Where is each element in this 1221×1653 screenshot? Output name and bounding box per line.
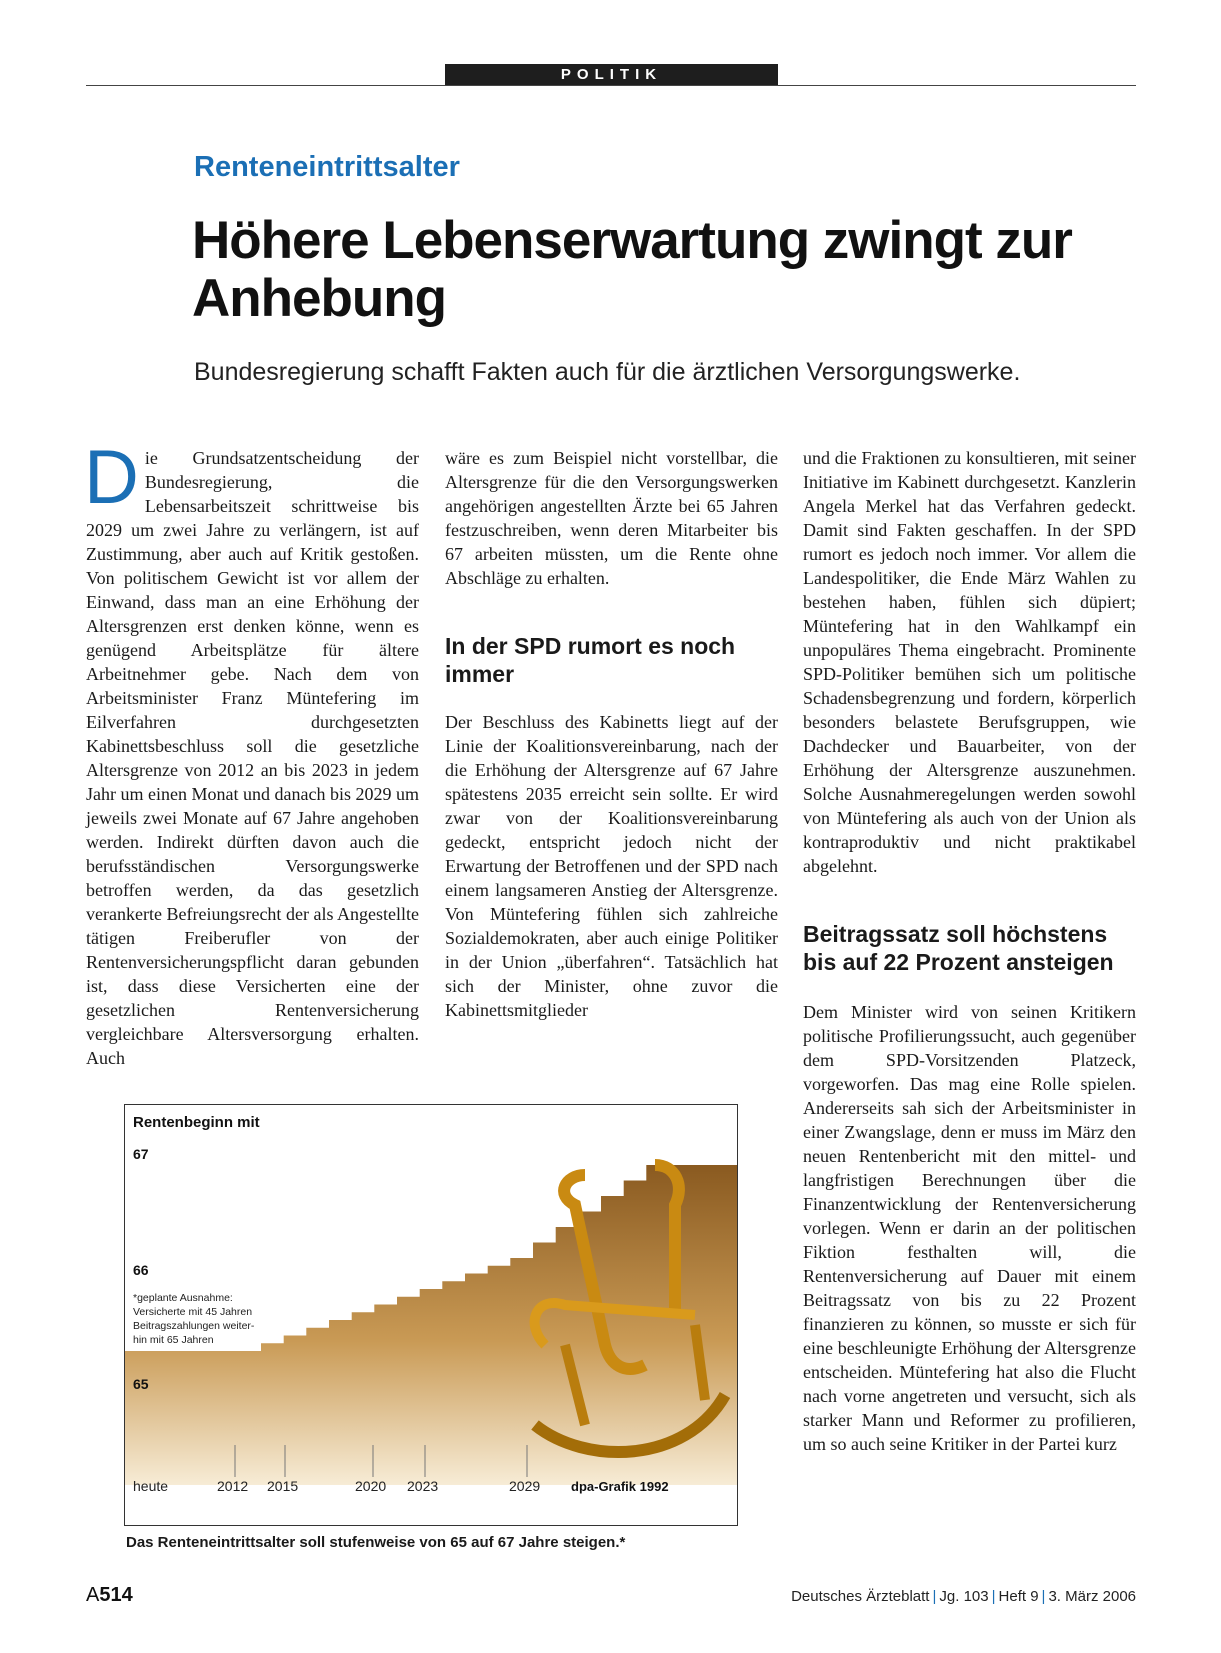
body-paragraph: wäre es zum Beispiel nicht vorstellbar, die Altersgrenze für die den Versorgungswerken angehörigen angestellten Ärzte bei 65 Jahren festzuschreiben, wenn deren Mitarbeiter bis 67 arbeiten müssten, um die Rente ohne Abschläge zu erhalten. <box>445 448 778 588</box>
x-tick-label: 2023 <box>407 1478 439 1494</box>
figure-chart <box>124 1104 738 1526</box>
journal-info <box>791 1588 1136 1605</box>
text-column-2 <box>445 446 778 1022</box>
chart-svg <box>125 1105 737 1525</box>
figure-caption: Das Renteneintrittsalter soll stufenweise von 65 auf 67 Jahre steigen.* <box>126 1534 626 1551</box>
text-column-3 <box>803 446 1136 1456</box>
body-paragraph: ie Grundsatzentscheidung der Bundesregierung, die Lebensarbeitszeit schrittweise bis 2029 um zwei Jahre zu verlängern, ist auf Zustimmung, aber auch auf Kritik gestoßen. Von politischem Gewicht ist vor allem der Einwand, dass man an eine Erhöhung der Altersgrenzen erst denken könne, wenn es genügend Arbeitsplätze für ältere Arbeitnehmer gebe. Nach dem von Arbeitsminister Franz Müntefering im Eilverfahren durchgesetzten Kabinettsbeschluss soll die gesetzliche Altersgrenze von 2012 an bis 2023 in jedem Jahr um einen Monat und danach bis 2029 um jeweils zwei Monate auf 67 Jahre angehoben werden. Indirekt dürften davon auch die berufsständischen Versorgungswerke betroffen werden, da das gesetzlich verankerte Befreiungsrecht der als Angestellte tätigen Freiberufler von der Rentenversicherungspflicht daran gebunden ist, dass diese Versicherten eine der gesetzlichen Rentenversicherung vergleichbare Altersversorgung erhalten. Auch <box>86 448 419 1068</box>
x-tick-label: 2029 <box>509 1478 541 1494</box>
separator: | <box>991 1588 996 1605</box>
page-number <box>86 1584 133 1607</box>
chart-note-line: hin mit 65 Jahren <box>133 1334 214 1346</box>
separator: | <box>932 1588 937 1605</box>
separator: | <box>1041 1588 1046 1605</box>
chart-title: Rentenbeginn mit <box>133 1114 260 1131</box>
x-tick-label: heute <box>133 1478 169 1494</box>
dropcap: D <box>84 435 139 520</box>
page-number-value: 514 <box>99 1584 133 1606</box>
body-paragraph: und die Fraktionen zu konsultieren, mit seiner Initiative im Kabinett durchgesetzt. Kanzlerin Angela Merkel hat das Verfahren gedeckt. Damit sind Fakten geschaffen. In der SPD rumort es jedoch noch immer. Vor allem die Landespolitiker, die Ende März Wahlen zu bestehen haben, fühlen sich düpiert; Müntefering hat in den Wahlkampf ein unpopuläres Thema eingebracht. Prominente SPD-Politiker bemühen sich um politische Schadensbegrenzung und fordern, körperlich besonders belastete Berufsgruppen, wie Dachdecker und Bauarbeiter, von der Erhöhung der Altersgrenze auszunehmen. Solche Ausnahmeregelungen werden sowohl von Müntefering als auch von der Union als kontraproduktiv und nicht praktikabel abgelehnt. <box>803 448 1136 876</box>
y-tick-label: 66 <box>133 1262 149 1278</box>
journal-issue: Heft 9 <box>998 1588 1039 1605</box>
page-prefix: A <box>86 1584 100 1606</box>
section-tag: POLITIK <box>445 64 778 85</box>
body-paragraph: Der Beschluss des Kabinetts liegt auf der Linie der Koalitionsvereinbarung, nach der die Erhöhung der Altersgrenze auf 67 Jahre spätestens 2035 erreicht sein sollte. Er wird zwar von der Koalitionsvereinbarung gedeckt, entspricht jedoch nicht der Erwartung der Betroffenen und der SPD nach einem langsameren Anstieg der Altersgrenze. Von Müntefering fühlen sich zahlreiche Sozialdemokraten, aber auch einige Politiker in der Union „überfahren“. Tatsächlich hat sich der Minister, ohne zuvor die Kabinettsmitglieder <box>445 712 778 1020</box>
x-tick-label: 2012 <box>217 1478 249 1494</box>
y-tick-label: 67 <box>133 1146 149 1162</box>
article-kicker: Renteneintrittsalter <box>194 151 460 183</box>
text-column-1 <box>84 435 419 1070</box>
chart-note-line: *geplante Ausnahme: <box>133 1292 233 1304</box>
x-tick-label: 2015 <box>267 1478 299 1494</box>
subheading: In der SPD rumort es noch immer <box>445 633 736 687</box>
chart-note-line: Versicherte mit 45 Jahren <box>133 1306 253 1318</box>
journal-date: 3. März 2006 <box>1048 1588 1136 1605</box>
subheading: Beitragssatz soll höchstens bis auf 22 Prozent ansteigen <box>803 921 1114 975</box>
x-tick-label: 2020 <box>355 1478 387 1494</box>
body-paragraph: Dem Minister wird von seinen Kritikern politische Profilierungssucht, auch gegenüber dem SPD-Vorsitzenden Platzeck, vorgeworfen. Das mag eine Rolle spielen. Andererseits sah sich der Arbeitsminister in einer Zwangslage, denn er muss im März den neuen Rentenbericht mit den mittel- und langfristigen Berechnungen über die Finanzentwicklung der Rentenversicherung vorlegen. Wenn er darin an der politischen Fiktion festhalten will, die Rentenversicherung auf Dauer mit einem Beitragssatz von bis zu 22 Prozent finanzieren zu können, so musste er sich für eine beschleunigte Erhöhung der Altersgrenze entscheiden. Müntefering hat also die Flucht nach vorne angetreten und versucht, sich als starker Mann und Reformer zu profilieren, um so auch seine Kritiker in der Partei kurz <box>803 1002 1136 1454</box>
chart-credit: dpa-Grafik 1992 <box>571 1479 669 1494</box>
section-rule <box>86 85 1136 86</box>
journal-name: Deutsches Ärzteblatt <box>791 1588 930 1605</box>
journal-volume: Jg. 103 <box>939 1588 989 1605</box>
chart-note-line: Beitragszahlungen weiter- <box>133 1320 255 1332</box>
article-headline: Höhere Lebenserwartung zwingt zur Anhebung <box>192 211 1072 328</box>
y-tick-label: 65 <box>133 1376 149 1392</box>
article-subtitle: Bundesregierung schafft Fakten auch für die ärztlichen Versorgungswerke. <box>194 358 1021 386</box>
